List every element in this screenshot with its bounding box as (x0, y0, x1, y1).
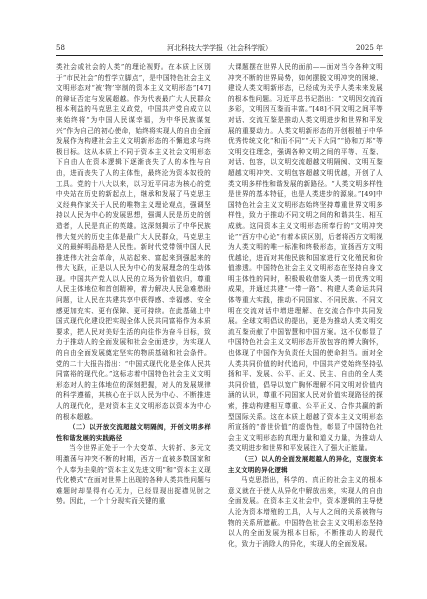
left-column (56, 62, 211, 574)
journal-title: 河北科技大学学报（社会科学版） (167, 44, 272, 52)
header-rule (56, 55, 383, 56)
page-header (56, 42, 383, 54)
page-number: 58 (56, 44, 65, 52)
body-paragraph: 马克思指出，科学的、真正的社会主义的根本意义就在于使人从异化中解放出来，实现人的自由全面发展。在资本主义社会中，资本逻辑的主导使人沦为资本增殖的工具，人与人之间的关系被物与物的关系所遮蔽。中国特色社会主义文明形态坚持以人的全面发展为根本目标，不断推动人的现代化，致力于消除人的异化，实现人的全面发展。 (228, 476, 383, 548)
body-paragraph: 当今世界正处于一个大变革、大转折、多元文明激荡与冲突不断的时期，西方一直被多数国家和个人奉为圭臬的“资本主义先进文明”和“资本主义现代化模式”在面对世界上出现的各种人类共性问题与难题时却显得有心无力，已经显现出捉襟见肘之势。因此，一个十分现实而关键的重 (56, 444, 211, 506)
section-heading: （二）以开放交流超越文明隔阂，开创文明多样性和谐发展的实践路径 (56, 423, 211, 442)
right-column (228, 62, 383, 574)
journal-year: 2025 年 (355, 44, 383, 52)
body-paragraph: 大课题摆在世界人民的面前——面对当今各种文明冲突不断的世界局势，如何摆脱文明冲突的困境、建设人类文明新形态，已经成为关乎人类未来发展的根本性问题。习近平总书记指出：“文明因交流而多彩，文明因互鉴而丰富。”[48]不同文明之间平等对话、交流互鉴是推动人类文明进步和世界和平发展的重要动力。人类文明新形态的开创根植于中华优秀传统文化“和而不同”“天下大同”“协和万邦”等文明交往理念，强调各种文明之间的平等、互鉴、对话、包容，以文明交流超越文明隔阂、文明互鉴超越文明冲突、文明包容超越文明优越，开创了人类文明多样性和谐发展的新路径。“人类文明多样性是世界的基本特征，也是人类进步的源泉。”[49]中国特色社会主义文明形态始终坚持尊重世界文明多样性，致力于推动不同文明之间的和谐共生、相互成就。这同资本主义文明形态所奉行的“文明冲突论”“西方中心论”有着本质区别，后者将西方文明视为人类文明的唯一标准和终极形态，宣扬西方文明优越论，进而对其他民族和国家进行文化殖民和价值渗透。中国特色社会主义文明形态在坚持自身文明主体性的同时，积极吸收借鉴人类一切优秀文明成果，并通过共建“一带一路”、构建人类命运共同体等重大实践，推动不同国家、不同民族、不同文明在交流对话中增进理解、在交流合作中共同发展。全球文明倡议的提出，更是为推动人类文明交流互鉴贡献了中国智慧和中国方案。这不仅彰显了中国特色社会主义文明形态开放包容的博大胸怀，也体现了中国作为负责任大国的使命担当。面对全人类共同价值的时代追问，中国共产党始终坚持弘扬和平、发展、公平、正义、民主、自由的全人类共同价值，倡导以宽广胸怀理解不同文明对价值内涵的认识，尊重不同国家人民对价值实现路径的探索，推动构建相互尊重、公平正义、合作共赢的新型国际关系。这在本质上超越了资本主义文明形态所宣扬的“普世价值”的虚伪性，彰显了中国特色社会主义文明形态的真理力量和道义力量，为推动人类文明进步和世界和平发展注入了强大正能量。 (228, 63, 383, 453)
body-paragraph: 类社会或社会的人类”的理论视野。在本质上区别于“市民社会”的哲学立脚点”，是中国特色社会主义文明形态对“被‘物’宰制的资本主义文明形态”[47]的辩证否定与发展超越。作为代表最广大人民群众根本利益的马克思主义政党，中国共产党自成立以来始终将“为中国人民谋幸福，为中华民族谋复兴”作为自己的初心使命，始终将实现人的自由全面发展作为构建社会主义文明新形态的不懈追求与终极目标。这从本质上不同于资本主义社会文明形态下自由人在资本逻辑下逐渐丧失了人的本性与自由，进而丧失了人的主体性，最终沦为资本奴役的工具。党的十八大以来，以习近平同志为核心的党中央站在历史的新起点上，继承和发展了马克思主义经典作家关于人民的唯物主义理论观点，强调坚持以人民为中心的发展思想，强调人民是历史的创造者，人民是真正的英雄。这深刻揭示了中华民族伟大复兴的历史主体是最广大人民群众，马克思主义的最鲜明品格是人民性。新时代党带领中国人民推进伟大社会革命，从站起来、富起来到强起来的伟大飞跃，正是以人民为中心的发展理念的生动体现。中国共产党人以人民的立场为价值依归，尊重人民主体地位和首创精神，着力解决人民急难愁盼问题，让人民在共建共享中获得感、幸福感、安全感更加充实、更有保障、更可持续。在此基础上中国式现代化建设把实现全体人民共同富裕作为本质要求，把人民对美好生活的向往作为奋斗目标，致力于推动人的全面发展和社会全面进步，为实现人的自由全面发展奠定坚实的物质基础和社会条件。党的二十大报告指出：“中国式现代化是全体人民共同富裕的现代化。”这标志着中国特色社会主义文明形态对人的主体地位的深刻把握，对人的发展规律的科学遵循，其核心在于以人民为中心、不断推进人的现代化，是对资本主义文明形态以资本为中心的根本超越。 (56, 63, 211, 421)
section-heading: （三）以人的全面发展超越人的异化，克服资本主义文明的异化逻辑 (228, 454, 383, 474)
